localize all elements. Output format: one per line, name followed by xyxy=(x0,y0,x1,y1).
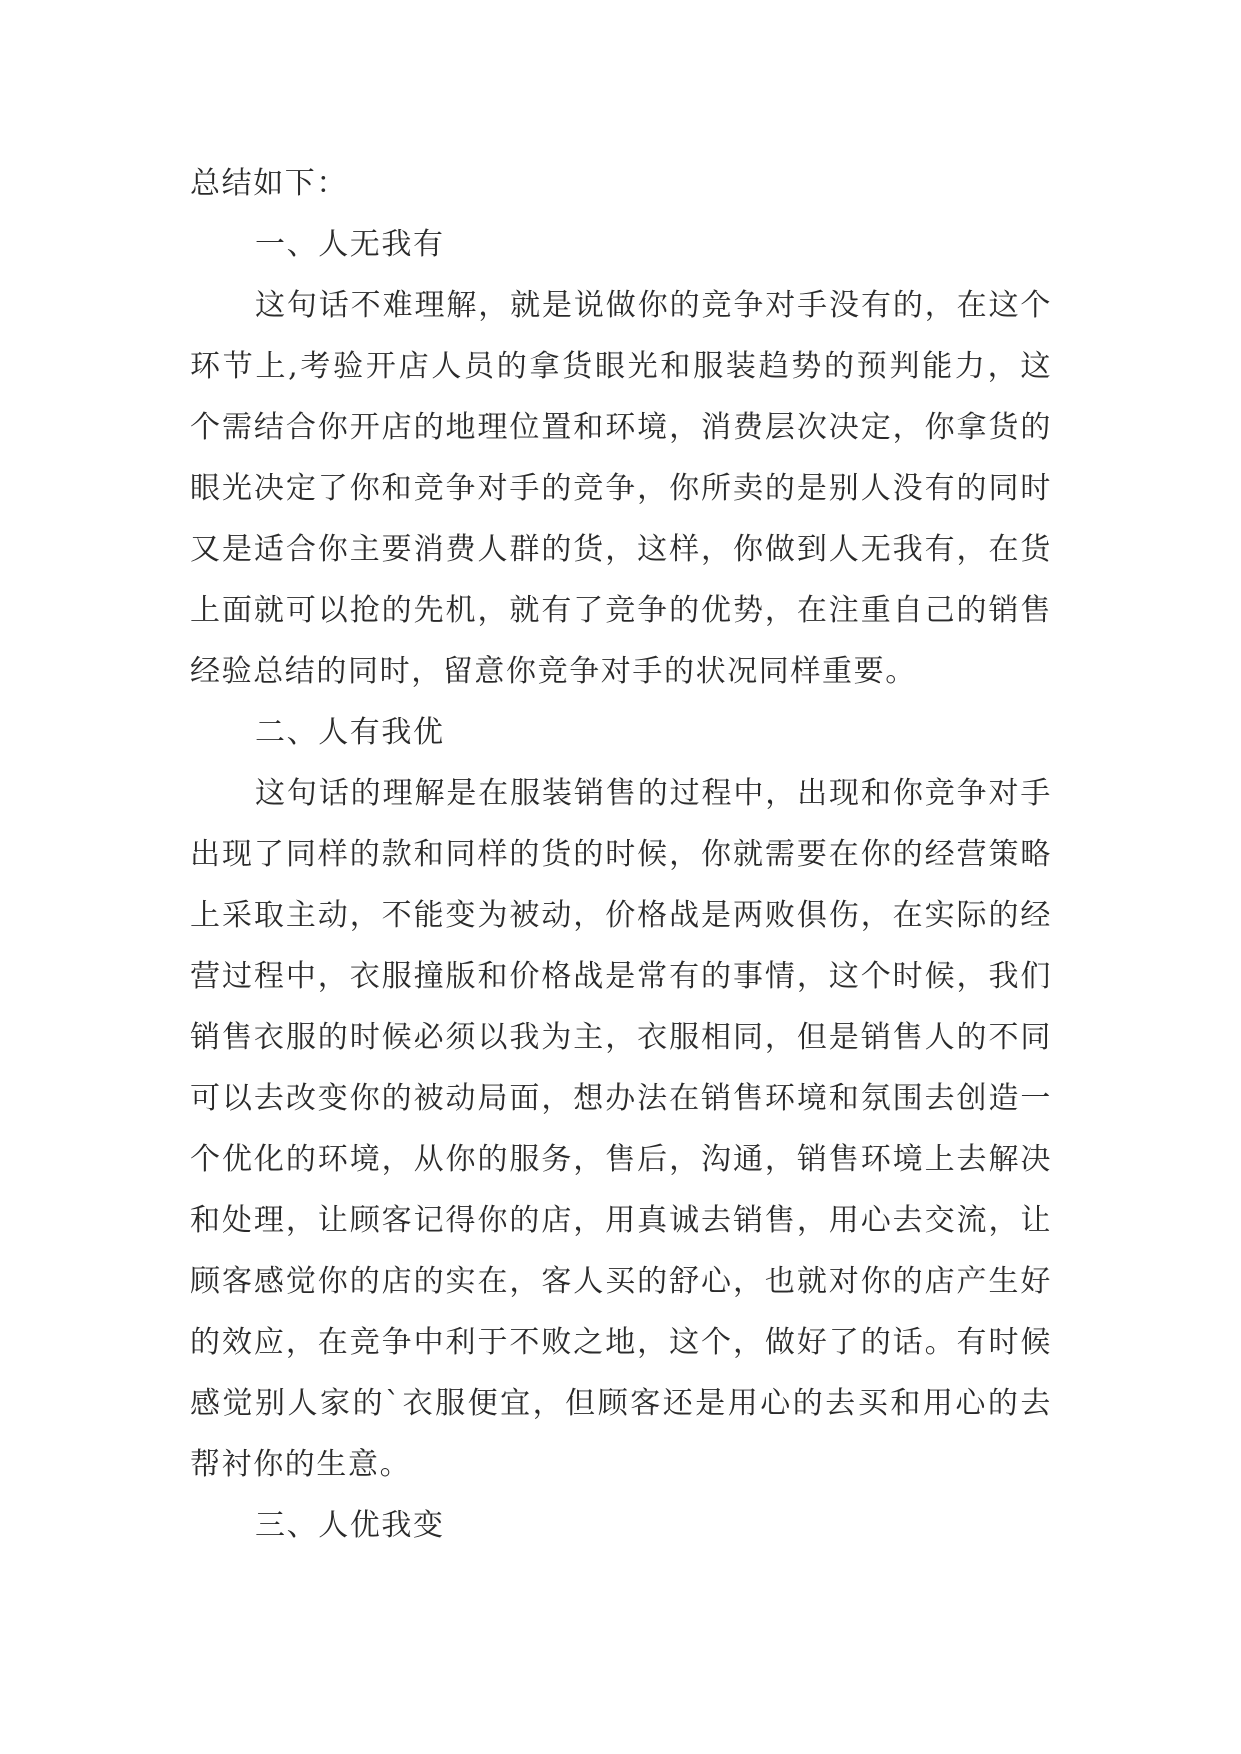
paragraph-section-2: 这句话的理解是在服装销售的过程中，出现和你竞争对手出现了同样的款和同样的货的时候，你就需要在你的经营策略上采取主动，不能变为被动，价格战是两败俱伤，在实际的经营过程中，衣服撞版和价格战是常有的事情，这个时候，我们销售衣服的时候必须以我为主，衣服相同，但是销售人的不同可以去改变你的被动局面，想办法在销售环境和氛围去创造一个优化的环境，从你的服务，售后，沟通，销售环境上去解决和处理，让顾客记得你的店，用真诚去销售，用心去交流，让顾客感觉你的店的实在，客人买的舒心，也就对你的店产生好的效应，在竞争中利于不败之地，这个，做好了的话。有时候感觉别人家的`衣服便宜，但顾客还是用心的去买和用心的去帮衬你的生意。 xyxy=(190,776,1052,1482)
document-body xyxy=(190,153,1052,1556)
heading-section-2: 二、人有我优 xyxy=(255,715,445,750)
heading-section-1: 一、人无我有 xyxy=(255,227,445,262)
heading-section-3: 三、人优我变 xyxy=(255,1508,445,1543)
paragraph-section-1: 这句话不难理解，就是说做你的竞争对手没有的，在这个环节上,考验开店人员的拿货眼光和服装趋势的预判能力，这个需结合你开店的地理位置和环境，消费层次决定，你拿货的眼光决定了你和竞争对手的竞争，你所卖的是别人没有的同时又是适合你主要消费人群的货，这样，你做到人无我有，在货上面就可以抢的先机，就有了竞争的优势，在注重自己的销售经验总结的同时，留意你竞争对手的状况同样重要。 xyxy=(190,288,1052,689)
paragraph-summary-intro: 总结如下： xyxy=(190,166,348,201)
